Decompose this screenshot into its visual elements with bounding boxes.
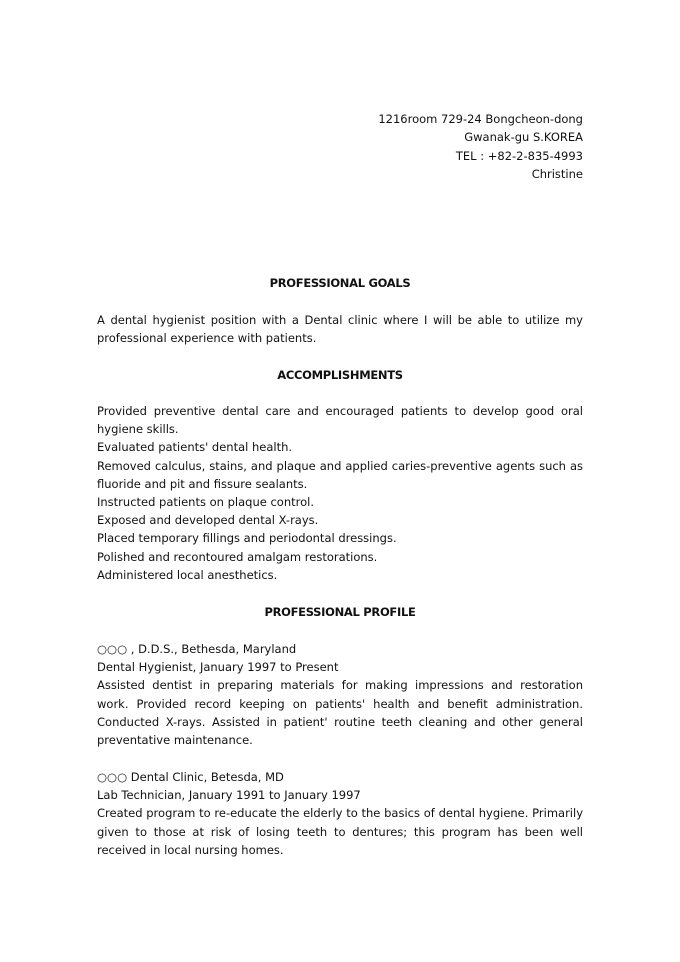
applicant-name: Christine xyxy=(531,167,583,182)
contact-block xyxy=(378,110,583,184)
profile-entry xyxy=(97,640,583,749)
list-item: Administered local anesthetics. xyxy=(97,567,278,582)
list-item: Removed calculus, stains, and plaque and applied caries-preventive agents such as fluoride and pit and fissure sealants. xyxy=(97,458,583,491)
phone-number: TEL : +82-2-835-4993 xyxy=(455,148,583,163)
profile-heading: PROFESSIONAL PROFILE xyxy=(264,605,416,619)
list-item: Instructed patients on plaque control. xyxy=(97,495,314,510)
job-role: Lab Technician, January 1991 to January 1997 xyxy=(97,788,361,803)
accomplishments-list xyxy=(97,402,583,584)
list-item: Provided preventive dental care and encouraged patients to develop good oral hygiene skills. xyxy=(97,404,583,437)
employer-name: ○○○ Dental Clinic, Betesda, MD xyxy=(97,770,284,784)
job-description: Assisted dentist in preparing materials for making impressions and restoration work. Provided record keeping on patients' health and benefit administration. Conducted X-rays. Assisted in patient' routine teeth cleaning and other general preventative maintenance. xyxy=(97,678,583,748)
address-line-1: 1216room 729-24 Bongcheon-dong xyxy=(378,112,583,126)
goals-heading: PROFESSIONAL GOALS xyxy=(269,276,411,290)
list-item: Placed temporary fillings and periodontal dressings. xyxy=(97,531,397,546)
goals-text xyxy=(97,311,583,347)
list-item: Evaluated patients' dental health. xyxy=(97,440,293,455)
job-role: Dental Hygienist, January 1997 to Present xyxy=(97,660,339,675)
accomplishments-heading: ACCOMPLISHMENTS xyxy=(277,368,403,382)
profile-entry xyxy=(97,768,583,859)
list-item: Polished and recontoured amalgam restorations. xyxy=(97,549,378,564)
goals-paragraph: A dental hygienist position with a Dental clinic where I will be able to utilize my professional experience with patients. xyxy=(97,313,583,346)
list-item: Exposed and developed dental X-rays. xyxy=(97,513,319,528)
address-line-2: Gwanak-gu S.KOREA xyxy=(464,130,583,145)
job-description: Created program to re-educate the elderly to the basics of dental hygiene. Primarily given to those at risk of losing teeth to dentures; this program has been well received in local nursing homes. xyxy=(97,806,583,857)
employer-name: ○○○ , D.D.S., Bethesda, Maryland xyxy=(97,642,297,656)
